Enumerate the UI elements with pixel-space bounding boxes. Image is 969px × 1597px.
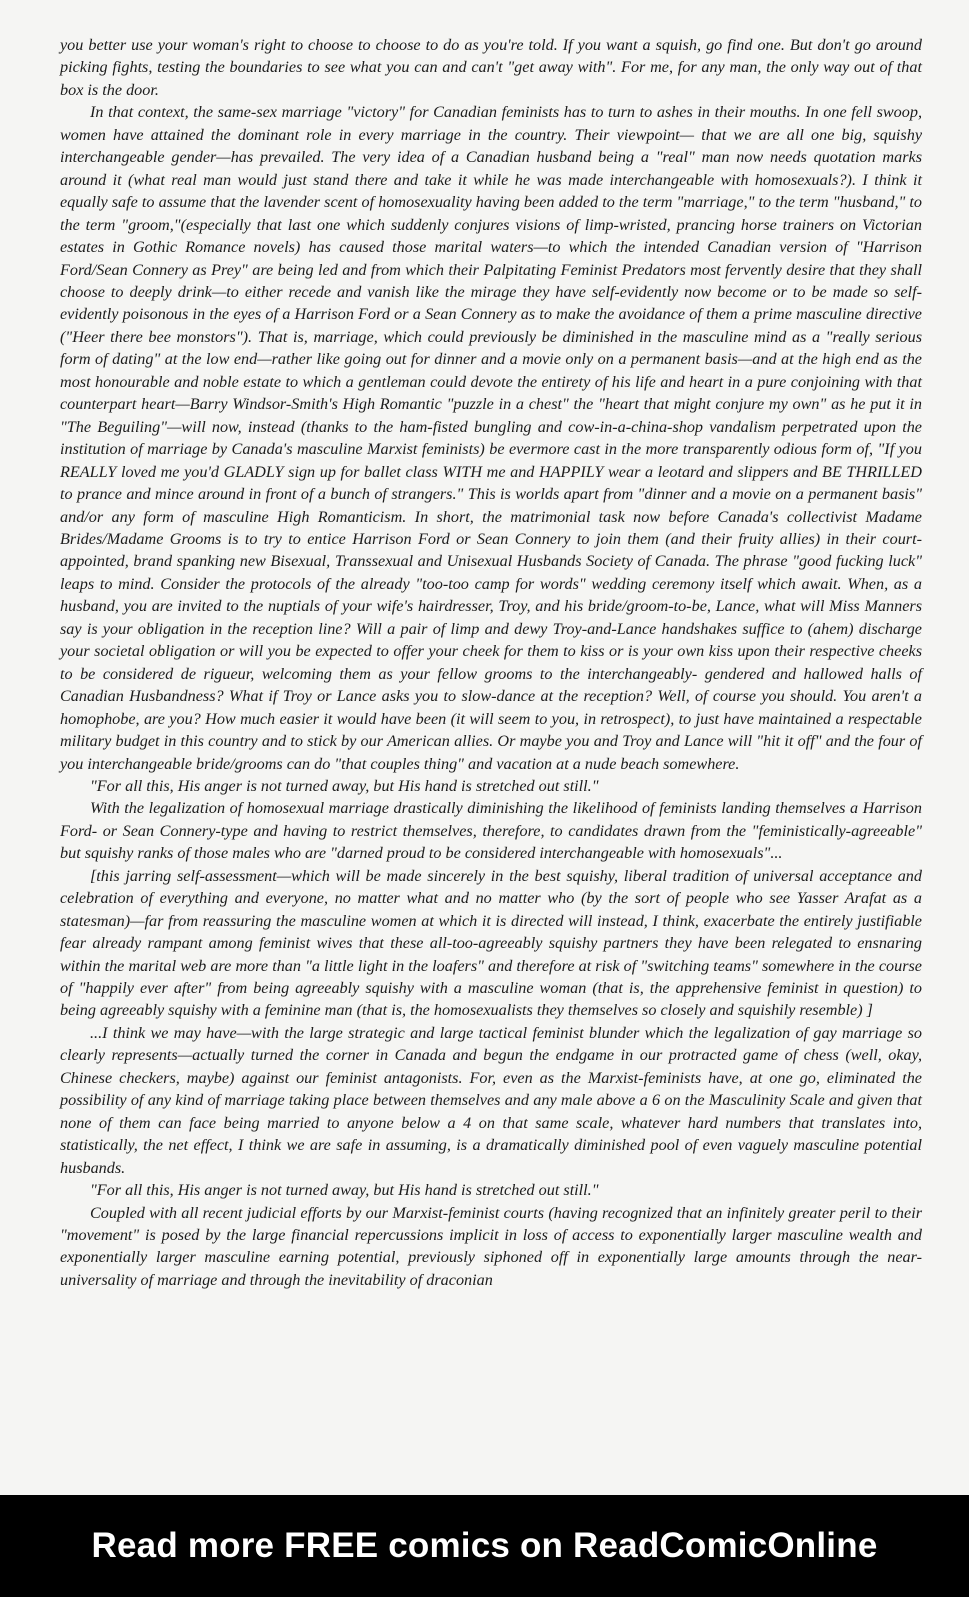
paragraph: ...I think we may have—with the large strategic and large tactical feminist blunder which the legalization of gay marriage so clearly represents—actually turned the corner in Canada and begun the endgame in our protracted game of chess (well, okay, Chinese checkers, maybe) against our feminist antagonists. For, even as the Marxist-feminists have, at one go, eliminated the possibility of any kind of marriage taking place between themselves and any male above a 6 on the Masculinity Scale and given that none of them can face being married to anyone below a 4 on that same scale, whatever hard numbers that translates into, statistically, the net effect, I think we are safe in assuming, is a dramatically diminished pool of even vaguely masculine potential husbands. xyxy=(60,1023,922,1177)
paragraph: In that context, the same-sex marriage "victory" for Canadian feminists has to turn to ashes in their mouths. In one fell swoop, women have attained the dominant role in every marriage in the country. Their viewpoint— that we are all one big, squishy interchangeable gender—has prevailed. The very idea of a Canadian husband being a "real" man now needs quotation marks around it (what real man would just stand there and take it while he was made interchangeable with homosexuals?). I think it equally safe to assume that the lavender scent of homosexuality having been added to the term "marriage," to the term "husband," to the term "groom,"(especially that last one which suddenly conjures visions of limp-wristed, prancing horse trainers on Victorian estates in Gothic Romance novels) has caused those marital waters—to which the intended Canadian version of "Harrison Ford/Sean Connery as Prey" are being led and from which their Palpitating Feminist Predators most fervently desire that they shall choose to deeply drink—to either recede and vanish like the mirage they have self-evidently now become or to be made so self-evidently poisonous in the eyes of a Harrison Ford or a Sean Connery as to make the avoidance of them a prime masculine directive ("Heer there bee monstors"). That is, marriage, which could previously be diminished in the masculine mind as a "really serious form of dating" at the low end—rather like going out for dinner and a movie only on a permanent basis—and at the high end as the most honourable and noble estate to which a gentleman could devote the entirety of his life and heart in a pure conjoining with that counterpart heart—Barry Windsor-Smith's High Romantic "puzzle in a chest" the "heart that might conjure my own" as he put it in "The Beguiling"—will now, instead (thanks to the ham-fisted bungling and cow-in-a-china-shop vandalism perpetrated upon the institution of marriage by Canada's masculine Marxist feminists) be evermore cast in the more transparently odious form of, "If you REALLY loved me you'd GLADLY sign up for ballet class WITH me and HAPPILY wear a leotard and slippers and BE THRILLED to prance and mince around in front of a bunch of strangers." This is worlds apart from "dinner and a movie on a permanent basis" and/or any form of masculine High Romanticism. In short, the matrimonial task now before Canada's collectivist Madame Brides/Madame Grooms is to try to entice Harrison Ford or Sean Connery to join them (and their fruity allies) in their court-appointed, brand spanking new Bisexual, Transsexual and Unisexual Husbands Society of Canada. The phrase "good fucking luck" leaps to mind. Consider the protocols of the already "too-too camp for words" wedding ceremony itself which await. When, as a husband, you are invited to the nuptials of your wife's hairdresser, Troy, and his bride/groom-to-be, Lance, what will Miss Manners say is your obligation in the reception line? Will a pair of limp and dewy Troy-and-Lance handshakes suffice to (ahem) discharge your societal obligation or will you be expected to offer your cheek for them to kiss or is your own kiss upon their respective cheeks to be considered de rigueur, welcoming them as your fellow grooms to the interchangeably- gendered and hallowed halls of Canadian Husbandness? What if Troy or Lance asks you to slow-dance at the reception? Well, of course you should. You aren't a homophobe, are you? How much easier it would have been (it will seem to you, in retrospect), to just have maintained a respectable military budget in this country and to stick by our American allies. Or maybe you and Troy and Lance will "hit it off" and the four of you interchangeable bride/grooms can do "that couples thing" and vacation at a nude beach somewhere. xyxy=(60,103,922,773)
article-body xyxy=(60,34,922,1291)
paragraph: "For all this, His anger is not turned away, but His hand is stretched out still." xyxy=(90,1181,599,1200)
paragraph: you better use your woman's right to choose to choose to do as you're told. If you want a squish, go find one. But don't go around picking fights, testing the boundaries to see what you can and can't "get away with". For me, for any man, the only way out of that box is the door. xyxy=(60,36,922,99)
promo-banner[interactable] xyxy=(0,1495,969,1597)
paragraph: "For all this, His anger is not turned away, but His hand is stretched out still." xyxy=(90,776,599,795)
promo-banner-text[interactable]: Read more FREE comics on ReadComicOnline xyxy=(91,1526,878,1565)
paragraph: With the legalization of homosexual marriage drastically diminishing the likelihood of feminists landing themselves a Harrison Ford- or Sean Connery-type and having to restrict themselves, therefore, to candidates drawn from the "feministically-agreeable" but squishy ranks of those males who are "darned proud to be considered interchangeable with homosexuals"... xyxy=(60,799,922,863)
paragraph: Coupled with all recent judicial efforts by our Marxist-feminist courts (having recognized that an infinitely greater peril to their "movement" is posed by the large financial repercussions implicit in loss of access to exponentially larger masculine wealth and exponentially larger masculine earning potential, previously siphoned off in exponentially large amounts through the near-universality of marriage and through the inevitability of draconian xyxy=(60,1203,922,1289)
paragraph: [this jarring self-assessment—which will be made sincerely in the best squishy, liberal tradition of universal acceptance and celebration of everything and everyone, no matter what and no matter who (by the sort of people who see Yasser Arafat as a statesman)—far from reassuring the masculine women at which it is directed will instead, I think, exacerbate the entirely justifiable fear already rampant among feminist wives that these all-too-agreeably squishy partners they have been relegated to ensnaring within the marital web are more than "a little light in the loafers" and therefore at risk of "switching teams" somewhere in the course of "happily ever after" from being agreeably squishy with a masculine woman (that is, the apprehensive feminist in question) to being agreeably squishy with a feminine man (that is, the homosexualists they themselves so closely and squishily resemble) ] xyxy=(60,866,922,1020)
